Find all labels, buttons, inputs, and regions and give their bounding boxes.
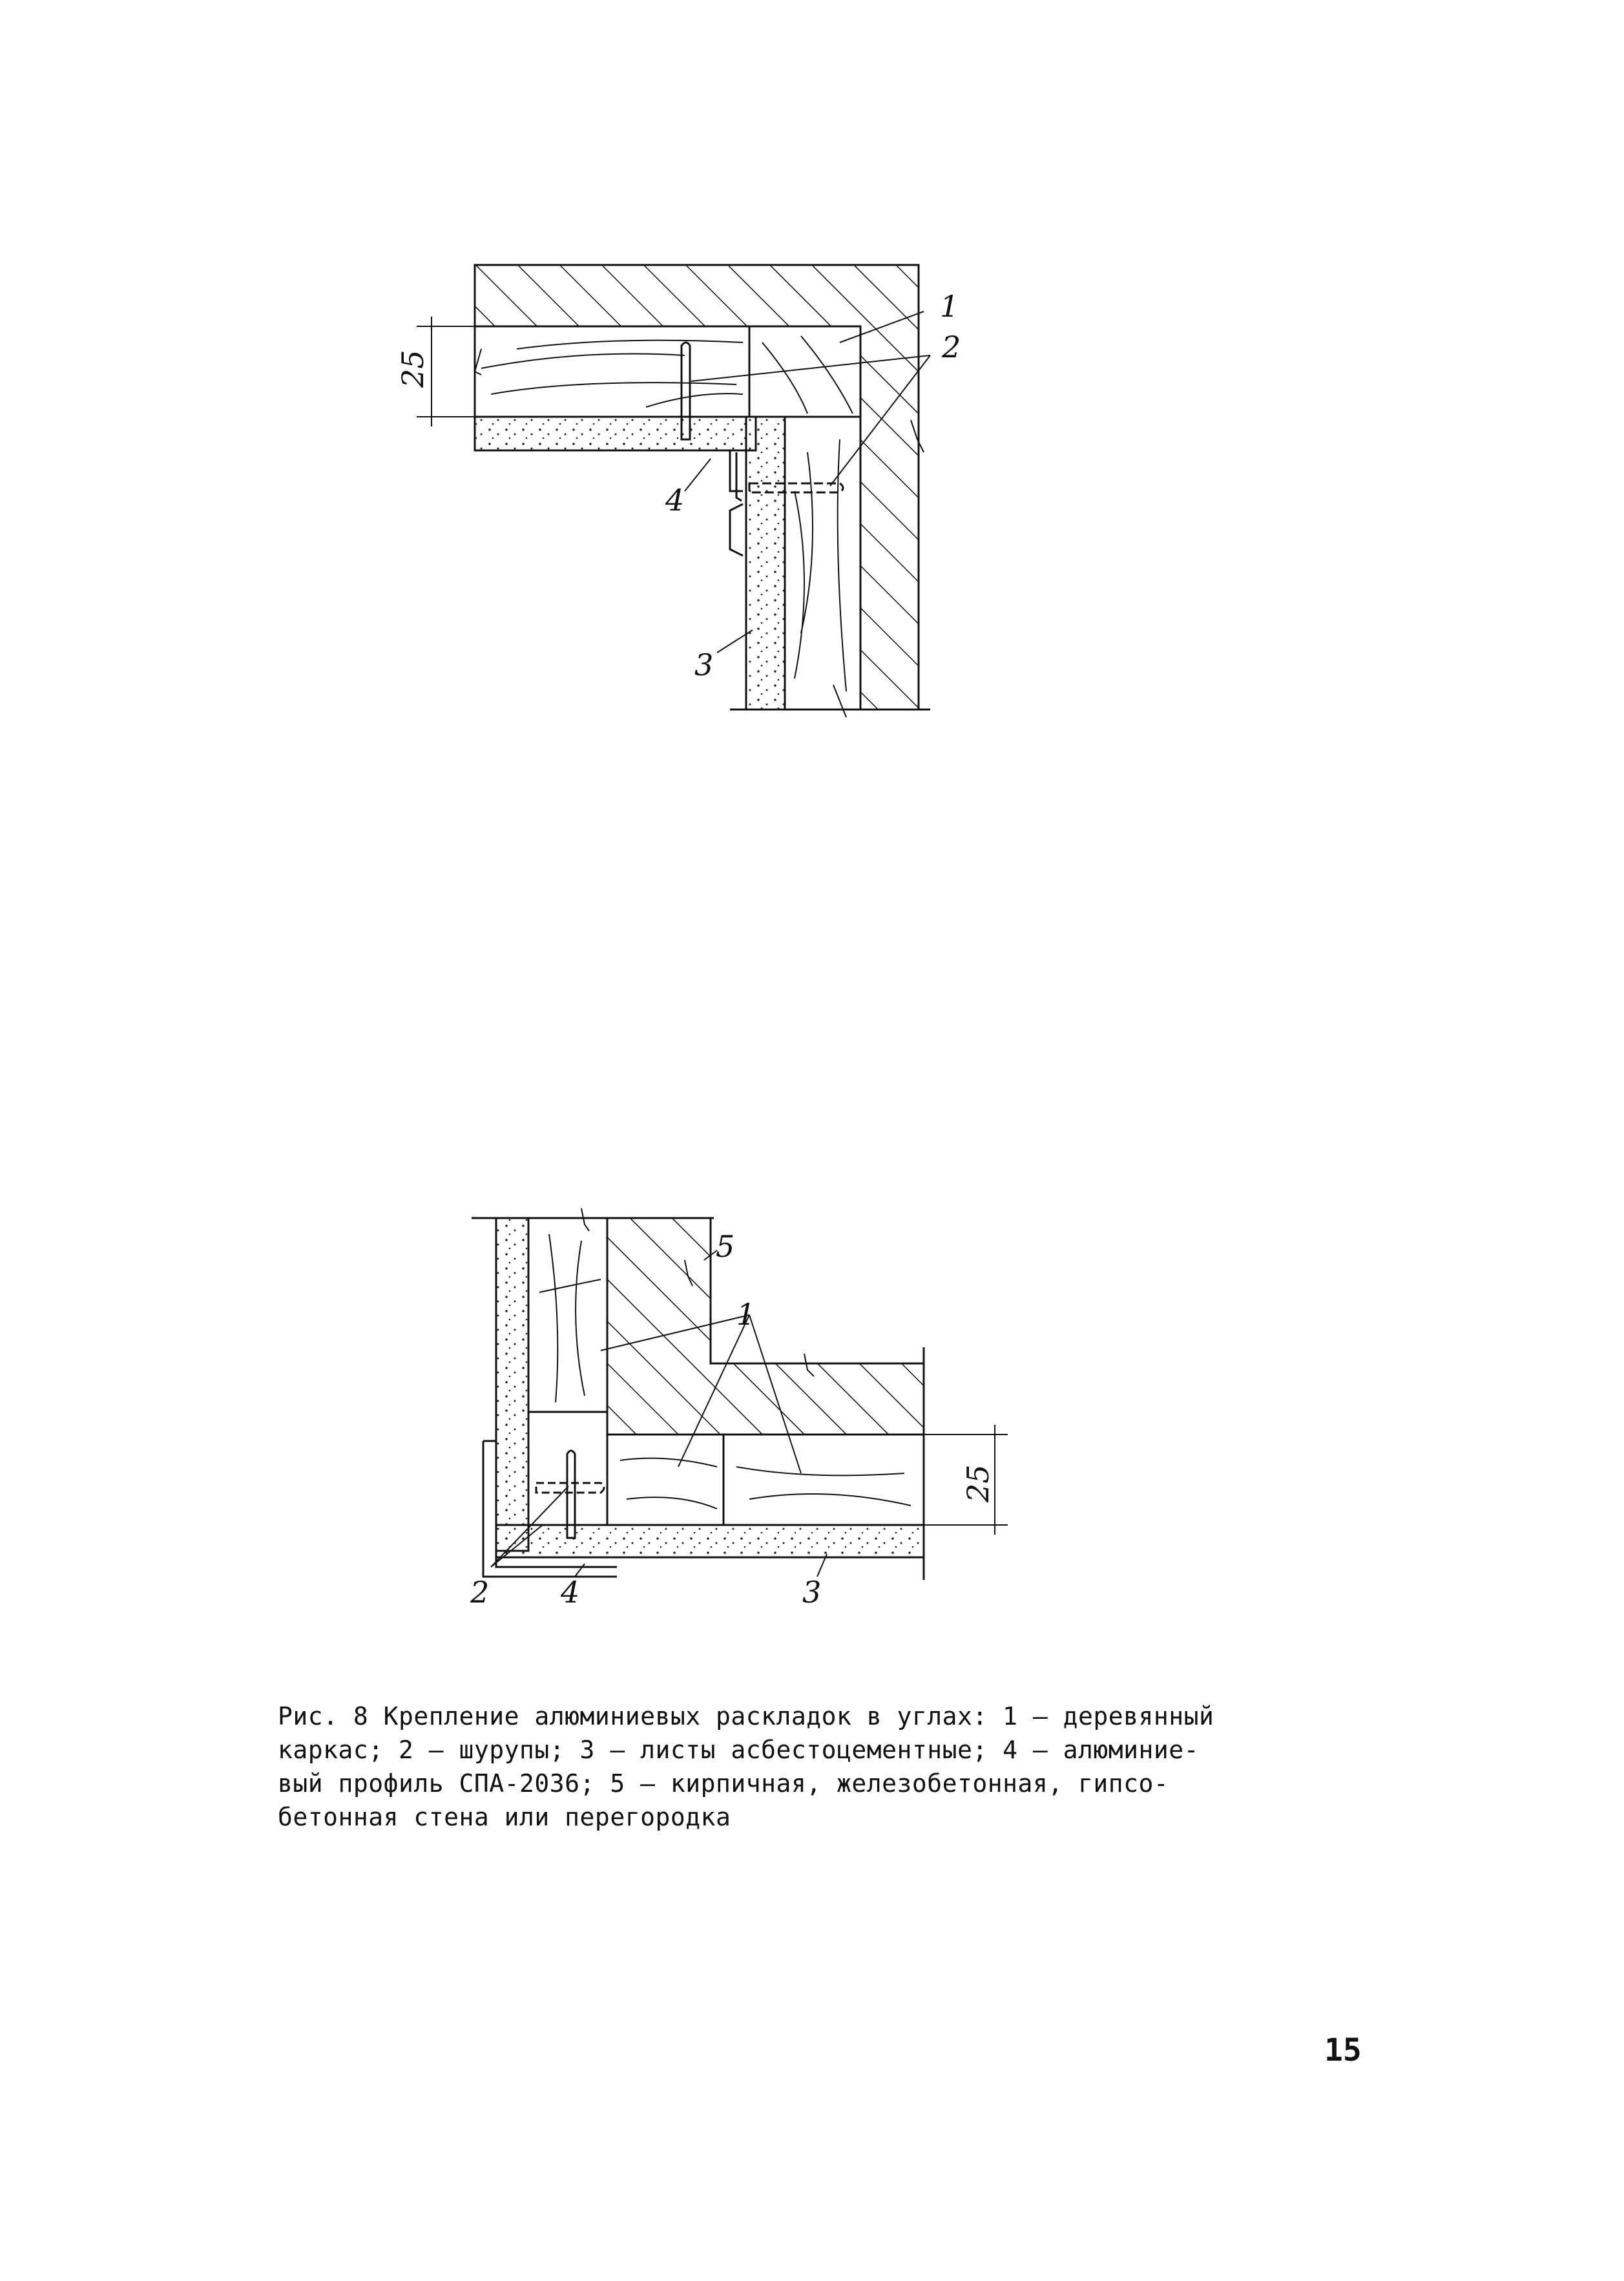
caption-line: каркас; 2 – шурупы; 3 – листы асбестоцементные; 4 – алюминие- (278, 1736, 1200, 1764)
wall-hatched (607, 1218, 924, 1435)
wood-frame-horizontal-b (724, 1435, 924, 1525)
dimension-25: 25 (395, 350, 430, 388)
screw-horizontal (536, 1483, 604, 1493)
label-4: 4 (561, 1575, 580, 1610)
label-1: 1 (736, 1297, 756, 1332)
label-2: 2 (470, 1575, 490, 1610)
label-1: 1 (940, 289, 959, 324)
figure-bottom (472, 1208, 1008, 1580)
wood-frame-horizontal (475, 326, 749, 417)
label-3: 3 (802, 1575, 822, 1610)
wood-frame-horizontal-a (607, 1435, 724, 1525)
asbestos-sheet-vertical (746, 417, 785, 710)
label-4: 4 (665, 483, 685, 518)
caption-line: вый профиль СПА-2036; 5 – кирпичная, железобетонная, гипсо- (278, 1769, 1169, 1798)
asbestos-sheet-horizontal (496, 1525, 924, 1557)
figure-caption (278, 1699, 1234, 1834)
dimension-25: 25 (961, 1464, 995, 1502)
asbestos-sheet-vertical (496, 1218, 528, 1551)
page-number: 15 (1324, 2032, 1362, 2068)
aluminium-profile (640, 450, 743, 556)
caption-line: Рис. 8 Крепление алюминиевых раскладок в углах: 1 – деревянный (278, 1702, 1214, 1730)
asbestos-sheet-horizontal (475, 417, 756, 450)
label-2: 2 (942, 330, 961, 364)
wood-frame-vertical (528, 1218, 607, 1412)
label-5: 5 (716, 1229, 735, 1264)
caption-line: бетонная стена или перегородка (278, 1803, 731, 1831)
label-3: 3 (694, 647, 714, 682)
wall-hatched (475, 265, 919, 710)
